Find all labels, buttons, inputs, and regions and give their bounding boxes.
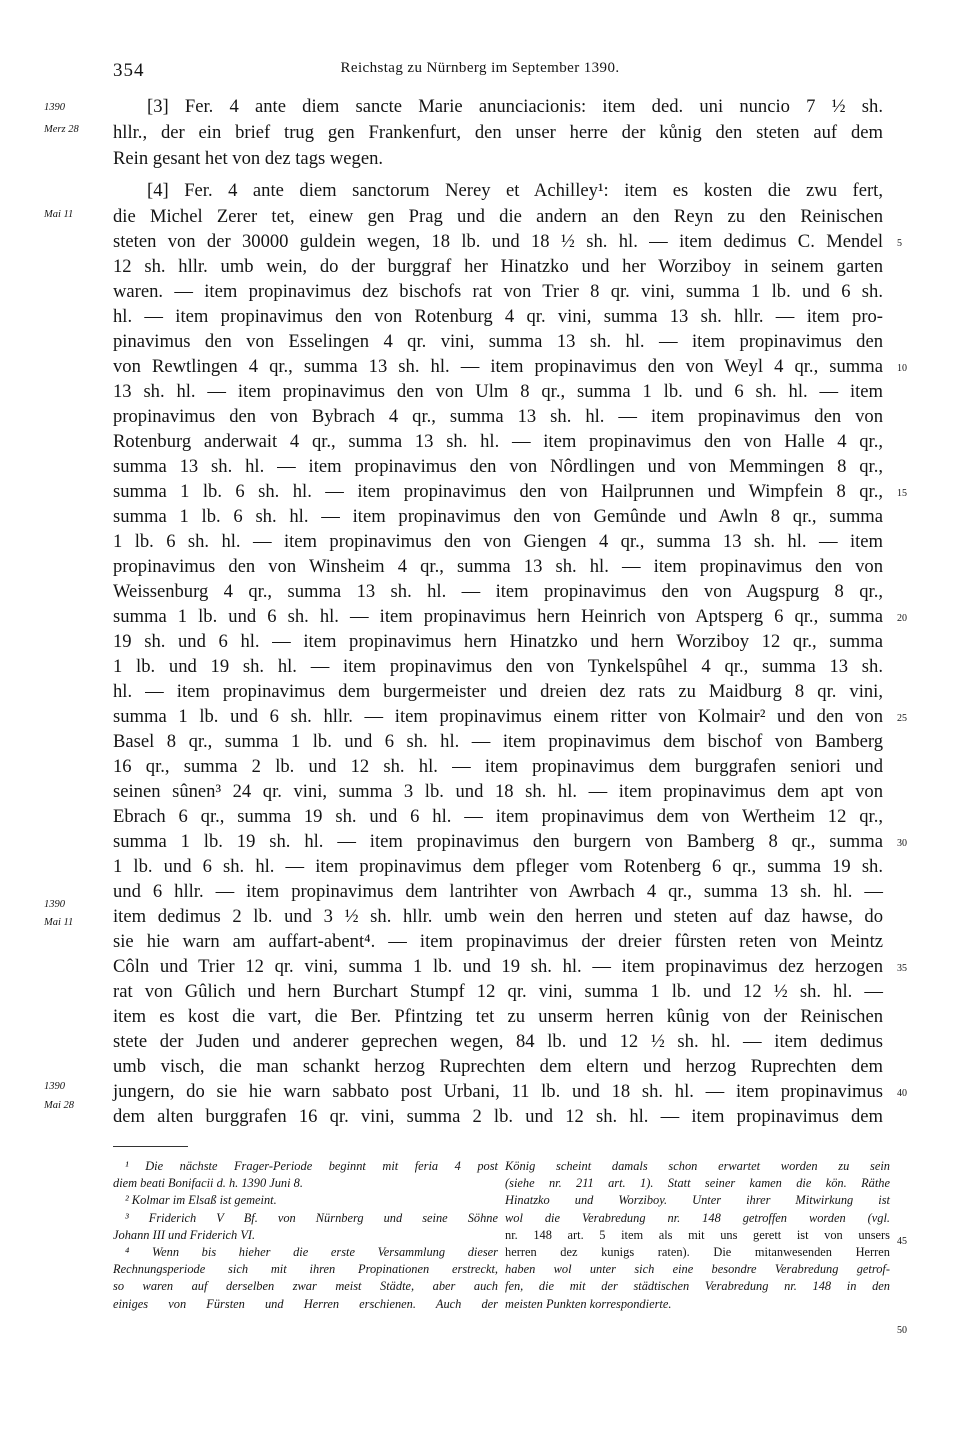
body-line: sie hie warn am auffart-abent⁴. — item propinavimus der dreier fûrsten reten von Meintz <box>113 931 883 952</box>
body-line: 1 lb. 6 sh. hl. — item propinavimus den von Giengen 4 qr., summa 13 sh. hl. — item <box>113 531 883 552</box>
body-line: [3] Fer. 4 ante diem sancte Marie anunciacionis: item ded. uni nuncio 7 ½ sh. <box>147 96 883 117</box>
body-line: Weissenburg 4 qr., summa 13 sh. hl. — item propinavimus den von Augspurg 8 qr., <box>113 581 883 602</box>
margin-date-year: 1390 <box>44 1081 65 1092</box>
body-line: summa 1 lb. und 6 sh. hllr. — item propinavimus einem ritter von Kolmair² und den von <box>113 706 883 727</box>
footnote-line: wol die Verabredung nr. 148 getroffen worden (vgl. <box>505 1210 890 1225</box>
body-line: jungern, do sie hie warn sabbato post Urbani, 11 lb. und 18 sh. hl. — item propinavimus <box>113 1081 883 1102</box>
body-line: summa 1 lb. 6 sh. hl. — item propinavimus den von Gemûnde und Awln 8 qr., summa <box>113 506 883 527</box>
footnote-line: ³ Friderich V Bf. von Nürnberg und seine Söhne <box>125 1210 498 1225</box>
body-line: Ebrach 6 qr., summa 19 sh. und 6 hl. — item propinavimus dem von Wertheim 12 qr., <box>113 806 883 827</box>
page-number: 354 <box>113 60 145 81</box>
body-line: die Michel Zerer tet, einew gen Prag und die andern an den Reyn zu den Reinischen <box>113 206 883 227</box>
body-line: steten von der 30000 guldein wegen, 18 lb. und 18 ½ sh. hl. — item dedimus C. Mendel <box>113 231 883 252</box>
footnote-line: ¹ Die nächste Frager-Periode beginnt mit feria 4 post <box>125 1159 498 1173</box>
body-line: propinavimus den von Bybrach 4 qr., summa 13 sh. hl. — item propinavimus den von <box>113 406 883 427</box>
body-line: von Rewtlingen 4 qr., summa 13 sh. hl. — item propinavimus den von Weyl 4 qr., summa <box>113 356 883 377</box>
body-line: summa 1 lb. und 6 sh. hl. — item propinavimus hern Heinrich von Aptsperg 6 qr., summa <box>113 606 883 627</box>
line-number: 30 <box>897 838 907 849</box>
line-number: 45 <box>897 1236 907 1247</box>
margin-date-year: 1390 <box>44 102 65 113</box>
body-line: seinen sûnen³ 24 qr. vini, summa 3 lb. und 18 sh. hl. — item propinavimus dem apt von <box>113 781 883 802</box>
line-number: 20 <box>897 613 907 624</box>
body-line: Rotenburg anderwait 4 qr., summa 13 sh. hl. — item propinavimus den von Halle 4 qr., <box>113 431 883 452</box>
footnote-line: ⁴ Wenn bis hieher die erste Versammlung dieser <box>125 1244 498 1259</box>
footnotes-left-column <box>113 1158 498 1313</box>
body-line: summa 13 sh. hl. — item propinavimus den von Nôrdlingen und von Memmingen 8 qr., <box>113 456 883 477</box>
footnote-line: Johann III und Friderich VI. <box>113 1227 256 1242</box>
footnote-line: meisten Punkten korrespondierte. <box>505 1296 672 1311</box>
footnote-line: Hinatzko und Worziboy. Unter ihrer Mitwirkung ist <box>505 1193 890 1208</box>
footnote-line: herren dez kunigs raten). Die mitanwesenden Herren <box>505 1244 890 1259</box>
footnote-line: Rechnungsperiode sich mit ihren Propinationen erstreckt, <box>113 1262 498 1277</box>
footnote-line: König scheint damals schon erwartet worden zu sein <box>505 1159 890 1173</box>
line-number: 5 <box>897 238 902 249</box>
margin-date-year: 1390 <box>44 899 65 910</box>
footnote-line: nr. 148 art. 5 item als mit uns gerett ist von unsers <box>505 1227 890 1242</box>
body-line: summa 1 lb. 19 sh. hl. — item propinavimus den burgern von Bamberg 8 qr., summa <box>113 831 883 852</box>
footnote-line: diem beati Bonifacii d. h. 1390 Juni 8. <box>113 1176 303 1191</box>
body-line: rat von Gûlich und hern Burchart Stumpf 12 qr. vini, summa 1 lb. und 12 ½ sh. hl. — <box>113 981 883 1002</box>
body-line: hl. — item propinavimus den von Rotenburg 4 qr. vini, summa 13 sh. hllr. — item pro- <box>113 306 883 327</box>
footnote-line: so waren auf derselben zwar meist Städte, aber auch <box>113 1279 498 1294</box>
line-number: 15 <box>897 488 907 499</box>
body-line: propinavimus den von Winsheim 4 qr., summa 13 sh. hl. — item propinavimus den von <box>113 556 883 577</box>
body-line: dem alten burggrafen 16 qr. vini, summa 2 lb. und 12 sh. hl. — item propinavimus dem <box>113 1106 883 1127</box>
body-line: stete der Juden und anderer geprechen wegen, 84 lb. und 12 ½ sh. hl. — item dedimus <box>113 1031 883 1052</box>
body-line: umb visch, die man schankt herzog Ruprechten dem eltern und herzog Ruprechten dem <box>113 1056 883 1077</box>
footnote-line: haben wol unter sich eine besondre Verabredung getrof- <box>505 1262 890 1277</box>
margin-date-day: Mai 11 <box>44 917 74 928</box>
body-line: Basel 8 qr., summa 1 lb. und 6 sh. hl. — item propinavimus dem bischof von Bamberg <box>113 731 883 752</box>
body-line: 1 lb. und 19 sh. hl. — item propinavimus den von Tynkelspûhel 4 qr., summa 13 sh. <box>113 656 883 677</box>
body-line: 19 sh. und 6 hl. — item propinavimus hern Hinatzko und hern Worziboy 12 qr., summa <box>113 631 883 652</box>
body-line: waren. — item propinavimus dez bischofs rat von Trier 8 qr. vini, summa 1 lb. und 6 sh. <box>113 281 883 302</box>
margin-date-day: Mai 11 <box>44 209 74 220</box>
body-line: Côln und Trier 12 qr. vini, summa 1 lb. und 19 sh. hl. — item propinavimus dez herzogen <box>113 956 883 977</box>
running-head: Reichstag zu Nürnberg im September 1390. <box>340 60 620 76</box>
line-number: 50 <box>897 1325 907 1336</box>
body-line: 12 sh. hllr. umb wein, do der burggraf her Hinatzko und her Worziboy in seinem garten <box>113 256 883 277</box>
line-number: 35 <box>897 963 907 974</box>
line-number: 25 <box>897 713 907 724</box>
body-line: 16 qr., summa 2 lb. und 12 sh. hl. — item propinavimus dem burggrafen seniori und <box>113 756 883 777</box>
line-number: 10 <box>897 363 907 374</box>
footnote-line: (siehe nr. 211 art. 1). Statt seiner kamen die kön. Räthe <box>505 1176 890 1191</box>
footnotes-right-column <box>505 1158 890 1313</box>
body-line: pinavimus den von Esselingen 4 qr. vini, summa 13 sh. hl. — item propinavimus den <box>113 331 883 352</box>
body-line: Rein gesant het von dez tags wegen. <box>113 148 384 169</box>
body-line: item es kost die vart, die Ber. Pfintzing tet zu unserm herren kûnig von der Reinischen <box>113 1006 883 1027</box>
line-number: 40 <box>897 1088 907 1099</box>
body-line: 13 sh. hl. — item propinavimus den von Ulm 8 qr., summa 1 lb. und 6 sh. hl. — item <box>113 381 883 402</box>
body-line: 1 lb. und 6 sh. hl. — item propinavimus dem pfleger vom Rotenberg 6 qr., summa 19 sh. <box>113 856 883 877</box>
margin-date-day: Merz 28 <box>44 124 79 135</box>
footnote-line: fen, die mit der städtischen Verabredung nr. 148 in den <box>505 1279 890 1294</box>
body-line: hllr., der ein brief trug gen Frankenfurt, den unser herre der kůnig den steten auf dem <box>113 122 883 143</box>
footnote-line: ² Kolmar im Elsaß ist gemeint. <box>125 1193 277 1208</box>
body-line: summa 1 lb. 6 sh. hl. — item propinavimus den von Hailprunnen und Wimpfein 8 qr., <box>113 481 883 502</box>
footnote-rule <box>113 1146 188 1147</box>
footnote-line: einiges von Fürsten und Herren erschienen. Auch der <box>113 1296 498 1311</box>
body-line: [4] Fer. 4 ante diem sanctorum Nerey et Achilley¹: item es kosten die zwu fert, <box>147 180 883 201</box>
body-line: hl. — item propinavimus dem burgermeister und dreien dez rats zu Maidburg 8 qr. vini, <box>113 681 883 702</box>
body-line: item dedimus 2 lb. und 3 ½ sh. hllr. umb wein den herren und steten auf daz hawse, do <box>113 906 883 927</box>
body-line: und 6 hllr. — item propinavimus dem lantrihter von Awrbach 4 qr., summa 13 sh. hl. — <box>113 881 883 902</box>
margin-date-day: Mai 28 <box>44 1100 75 1111</box>
